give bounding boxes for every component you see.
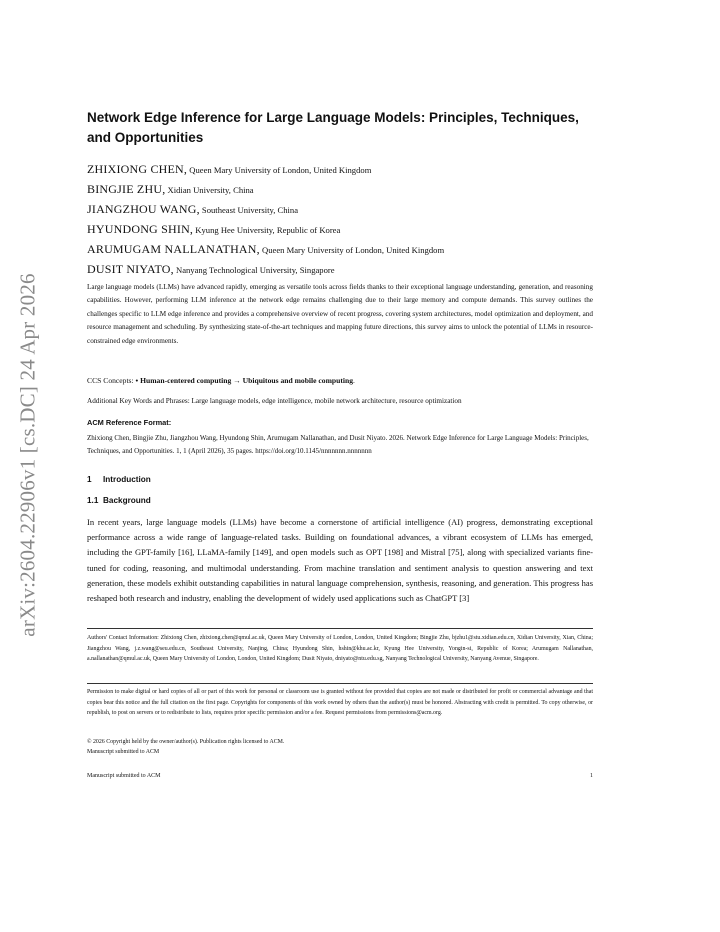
author-affiliation: Kyung Hee University, Republic of Korea bbox=[193, 225, 341, 235]
abstract: Large language models (LLMs) have advanced rapidly, emerging as versatile tools across fields thanks to their exceptional language understanding, generation, and reasoning capabilities. However, performing LLM inference at the network edge remains challenging due to their large memory and compute demands. This survey outlines the challenges specific to LLM edge inference and provides a comprehensive overview of recent progress, covering system architectures, model optimization and deployment, and resource management and scheduling. By synthesizing state-of-the-art techniques and mapping future directions, this survey aims to unlock the potential of LLMs in resource-constrained edge environments. bbox=[87, 283, 593, 345]
paper-title: Network Edge Inference for Large Language Models: Principles, Techniques, and Opportunities bbox=[87, 110, 579, 145]
author-name: ARUMUGAM NALLANATHAN, bbox=[87, 242, 260, 256]
submitted-notice: Manuscript submitted to ACM bbox=[87, 749, 160, 755]
author-line bbox=[87, 200, 593, 220]
author-line bbox=[87, 220, 593, 240]
arxiv-stamp-text: arXiv:2604.22906v1 [cs.DC] 24 Apr 2026 bbox=[15, 273, 40, 637]
author-affiliation: Southeast University, China bbox=[199, 205, 299, 215]
author-list bbox=[87, 160, 593, 280]
ccs-concept: Ubiquitous and mobile computing bbox=[242, 376, 354, 385]
acm-reference-heading: ACM Reference Format: bbox=[87, 418, 172, 427]
intro-paragraph: In recent years, large language models (LLMs) have become a cornerstone of artificial intelligence (AI) progress, demonstrating exceptional performance across a wide range of language-related tasks. Building on foundational advances, a vibrant ecosystem of LLMs has emerged, including the GPT-family [16], LLaMA-family [149], and open models such as OPT [198] and Mistral [75], along with specialized variants fine-tuned for coding, reasoning, and multimodal understanding. From machine translation and sentiment analysis to question answering and text generation, these models exhibit outstanding capabilities in natural language comprehension, synthesis, reasoning, and generation. This progress has reshaped both research and industry, enabling the development of widely used applications such as ChatGPT [3] bbox=[87, 517, 593, 604]
permission-notice: Permission to make digital or hard copies of all or part of this work for personal or classroom use is granted without fee provided that copies are not made or distributed for profit or commercial advantage and that copies bear this notice and the full citation on the first page. Copyrights for components of this work owned by others than the author(s) must be honored. Abstracting with credit is permitted. To copy otherwise, or republish, to post on servers or to redistribute to lists, requires prior specific permission and/or a fee. Request permissions from permissions@acm.org. bbox=[87, 689, 593, 716]
author-name: BINGJIE ZHU, bbox=[87, 182, 166, 196]
author-affiliation: Nanyang Technological University, Singapore bbox=[173, 265, 335, 275]
author-affiliation: Queen Mary University of London, United Kingdom bbox=[187, 165, 372, 175]
author-name: ZHIXIONG CHEN, bbox=[87, 162, 188, 176]
page-number: 1 bbox=[590, 773, 593, 779]
copyright-notice: © 2026 Copyright held by the owner/author(s). Publication rights licensed to ACM. bbox=[87, 739, 285, 745]
subsection-heading bbox=[87, 496, 151, 505]
subsection-title: Background bbox=[103, 496, 151, 505]
author-name: DUSIT NIYATO, bbox=[87, 262, 174, 276]
author-line bbox=[87, 240, 593, 260]
ccs-bullet: • Human-centered computing bbox=[135, 376, 232, 385]
ccs-concepts bbox=[87, 376, 355, 385]
ccs-arrow: → bbox=[231, 376, 243, 385]
author-affiliation: Xidian University, China bbox=[165, 185, 254, 195]
footnote-divider bbox=[87, 628, 593, 629]
section-number: 1 bbox=[87, 475, 92, 484]
author-name: JIANGZHOU WANG, bbox=[87, 202, 200, 216]
page-footer-left: Manuscript submitted to ACM bbox=[87, 773, 161, 779]
author-line bbox=[87, 160, 593, 180]
author-line bbox=[87, 260, 593, 280]
ccs-label: CCS Concepts: bbox=[87, 376, 136, 385]
author-line bbox=[87, 180, 593, 200]
ccs-end: . bbox=[353, 376, 355, 385]
author-name: HYUNDONG SHIN, bbox=[87, 222, 194, 236]
section-heading bbox=[87, 475, 151, 484]
subsection-number: 1.1 bbox=[87, 496, 99, 505]
permission-divider bbox=[87, 683, 593, 684]
author-contact-footnote: Authors' Contact Information: Zhixiong Chen, zhixiong.chen@qmul.ac.uk, Queen Mary University of London, London, United Kingdom; Bingjie Zhu, bjzhu1@stu.xidian.edu.cn, Xidian University, Xian, China; Jiangzhou Wang, j.z.wang@seu.edu.cn, Southeast University, Nanjing, China; Hyundong Shin, hshin@khu.ac.kr, Kyung Hee University, Yongin-si, Republic of Korea; Arumugam Nallanathan, a.nallanathan@qmul.ac.uk, Queen Mary University of London, London, United Kingdom; Dusit Niyato, dniyato@ntu.edu.sg, Nanyang Technological University, Nanyang Avenue, Singapore. bbox=[87, 635, 593, 662]
keywords: Additional Key Words and Phrases: Large language models, edge intelligence, mobile network architecture, resource optimization bbox=[87, 397, 462, 405]
arxiv-stamp bbox=[8, 270, 48, 640]
acm-reference-citation: Zhixiong Chen, Bingjie Zhu, Jiangzhou Wang, Hyundong Shin, Arumugam Nallanathan, and Dusit Niyato. 2026. Network Edge Inference for Large Language Models: Principles, Techniques, and Opportunities. 1, 1 (April 2026), 35 pages. https://doi.org/10.1145/nnnnnnn.nnnnnnn bbox=[87, 434, 589, 455]
section-title: Introduction bbox=[103, 475, 151, 484]
author-affiliation: Queen Mary University of London, United Kingdom bbox=[259, 245, 445, 255]
